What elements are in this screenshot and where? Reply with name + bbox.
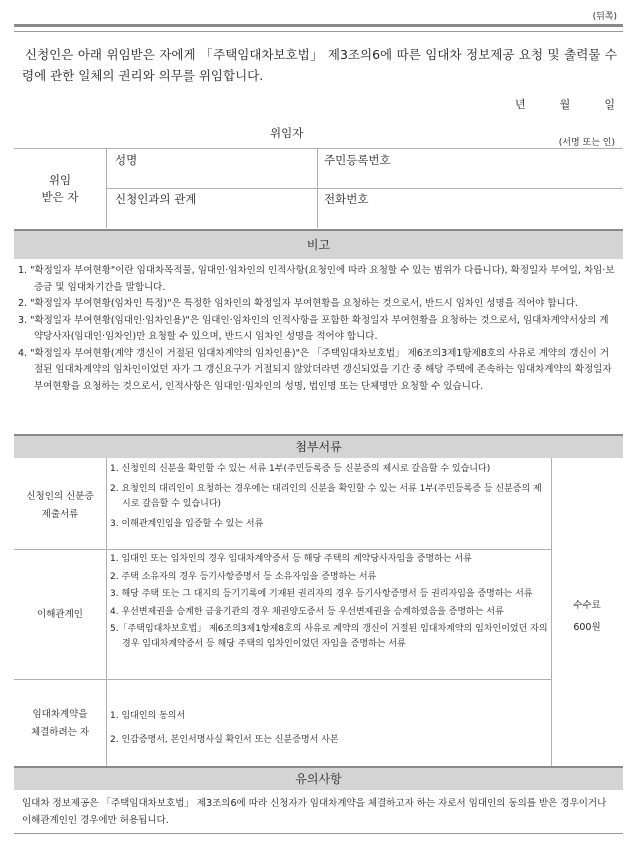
signature-field[interactable]: (서명 또는 인) — [558, 138, 615, 148]
attachment-group-label: 신청인의 신분증 제출서류 — [26, 491, 94, 520]
month-label: 월 — [559, 98, 571, 111]
remark-item: 4. "확정일자 부여현황(계약 갱신이 거절된 임대차계약의 임차인용)"은 「주택임대차보호법」 제6조의3제1항제8호의 사유로 계약의 갱신이 거절된 임대차계약의 임차인이었던 자가 그 갱신요구가 거절되지 않았더라면 갱신되었을 기간 중 해당 주택에 존속하는 임대차계약의 확정일자 부여현황을 요청하는 것으로서, 인적사항은 임대인·임차인의 성명, 법인명 또는 단체명만 요청할 수 있습니다. — [18, 347, 612, 392]
delegator-label: 위임자 — [270, 126, 304, 140]
caution-text: 임대차 정보제공은 「주택임대차보호법」 제3조의6에 따라 신청자가 임대차계약을 체결하고자 하는 자로서 임대인의 동의를 받은 경우이거나 이해관계인인 경우에만 허용됩니다. — [22, 798, 607, 826]
remark-item: 2. "확정일자 부여현황(임차인 특정)"은 특정한 임차인의 확정일자 부여현황을 요청하는 것으로서, 반드시 임차인 성명을 적어야 합니다. — [18, 298, 578, 309]
attachments-fee-divider — [551, 458, 552, 766]
attachments-row-divider — [14, 549, 551, 550]
remarks-header: 비고 — [14, 229, 623, 259]
table-col-divider — [106, 148, 107, 228]
resident-id-field[interactable]: 주민등록번호 — [324, 153, 391, 167]
attachment-group-items — [110, 462, 548, 537]
attachment-group-items — [110, 708, 548, 753]
relation-field[interactable]: 신청인과의 관계 — [115, 192, 197, 206]
attachment-group-label: 이해관계인 — [37, 609, 83, 620]
name-field[interactable]: 성명 — [115, 153, 138, 167]
table-col-divider-2 — [317, 148, 318, 228]
remarks-list — [18, 263, 617, 395]
attachment-group-label: 임대차계약을 체결하려는 자 — [30, 709, 90, 738]
date-row[interactable] — [515, 96, 615, 112]
attachments-row-divider-2 — [14, 679, 551, 680]
top-thin-rule — [14, 31, 623, 32]
bottom-rule — [14, 833, 623, 834]
attachment-item: 3. 이해관계인임을 입증할 수 있는 서류 — [110, 519, 264, 529]
delegate-header: 위임 받은 자 — [41, 173, 79, 204]
attachments-col-divider — [106, 458, 107, 766]
attachment-item: 1. 임대인의 동의서 — [110, 711, 186, 721]
phone-field[interactable]: 전화번호 — [324, 192, 369, 206]
attachment-item: 1. 신청인의 신분을 확인할 수 있는 서류 1부(주민등록증 등 신분증의 제시로 갈음할 수 있습니다) — [110, 464, 491, 474]
attachment-item: 3. 해당 주택 또는 그 대지의 등기기록에 기재된 권리자의 경우 등기사항증명서 등 권리자임을 증명하는 서류 — [110, 589, 533, 599]
fee-label: 수수료 — [573, 600, 601, 611]
top-rule — [14, 24, 623, 27]
attachment-group-items — [110, 552, 548, 654]
remark-item: 3. "확정일자 부여현황(임대인·임차인용)"은 임대인·임차인의 인적사항을 포함한 확정일자 부여현황을 요청하는 것으로서, 임대차계약서상의 계약당사자(임대인·임차인)만 요청할 수 있으며, 반드시 임차인 성명을 적어야 합니다. — [18, 314, 609, 342]
year-label: 년 — [515, 98, 526, 111]
attachment-item: 2. 주택 소유자의 경우 등기사항증명서 등 소유자임을 증명하는 서류 — [110, 571, 377, 582]
fee-value: 600원 — [573, 622, 601, 633]
attachment-item: 2. 요청인의 대리인이 요청하는 경우에는 대리인의 신분을 확인할 수 있는 서류 1부(주민등록증 등 신분증의 제시로 갈음할 수 있습니다) — [110, 484, 542, 509]
attachments-header: 첨부서류 — [14, 434, 623, 458]
attachment-item: 1. 임대인 또는 임차인의 경우 임대차계약증서 등 해당 주택의 계약당사자임을 증명하는 서류 — [110, 554, 472, 564]
delegation-statement: 신청인은 아래 위임받은 자에게 「주택임대차보호법」 제3조의6에 따른 임대차 정보제공 요청 및 출력물 수령에 관한 일체의 권리와 의무를 위임합니다. — [22, 47, 617, 83]
remark-item: 1. "확정일자 부여현황"이란 임대차목적물, 임대인·임차인의 인적사항(요청인에 따라 요청할 수 있는 범위가 다릅니다), 확정일자 부여일, 차임·보증금 및 임대차기간을 말합니다. — [18, 265, 615, 293]
attachment-item: 2. 인감증명서, 본인서명사실 확인서 또는 신분증명서 사본 — [110, 735, 339, 745]
attachment-item: 4. 우선변제권을 승계한 금융기관의 경우 채권양도증서 등 우선변제권을 승계하였음을 증명하는 서류 — [110, 606, 504, 617]
back-side-label: (뒤쪽) — [592, 12, 617, 22]
caution-header: 유의사항 — [14, 766, 623, 790]
attachment-item: 5.「주택임대차보호법」 제6조의3제1항제8호의 사유로 계약의 갱신이 거절된 임대차계약의 임차인이었던 자의 경우 임대차계약증서 등 해당 주택의 임차인이었던 자임을 증명하는 서류 — [110, 624, 548, 649]
day-label: 일 — [604, 98, 615, 111]
table-row-divider — [106, 188, 623, 189]
